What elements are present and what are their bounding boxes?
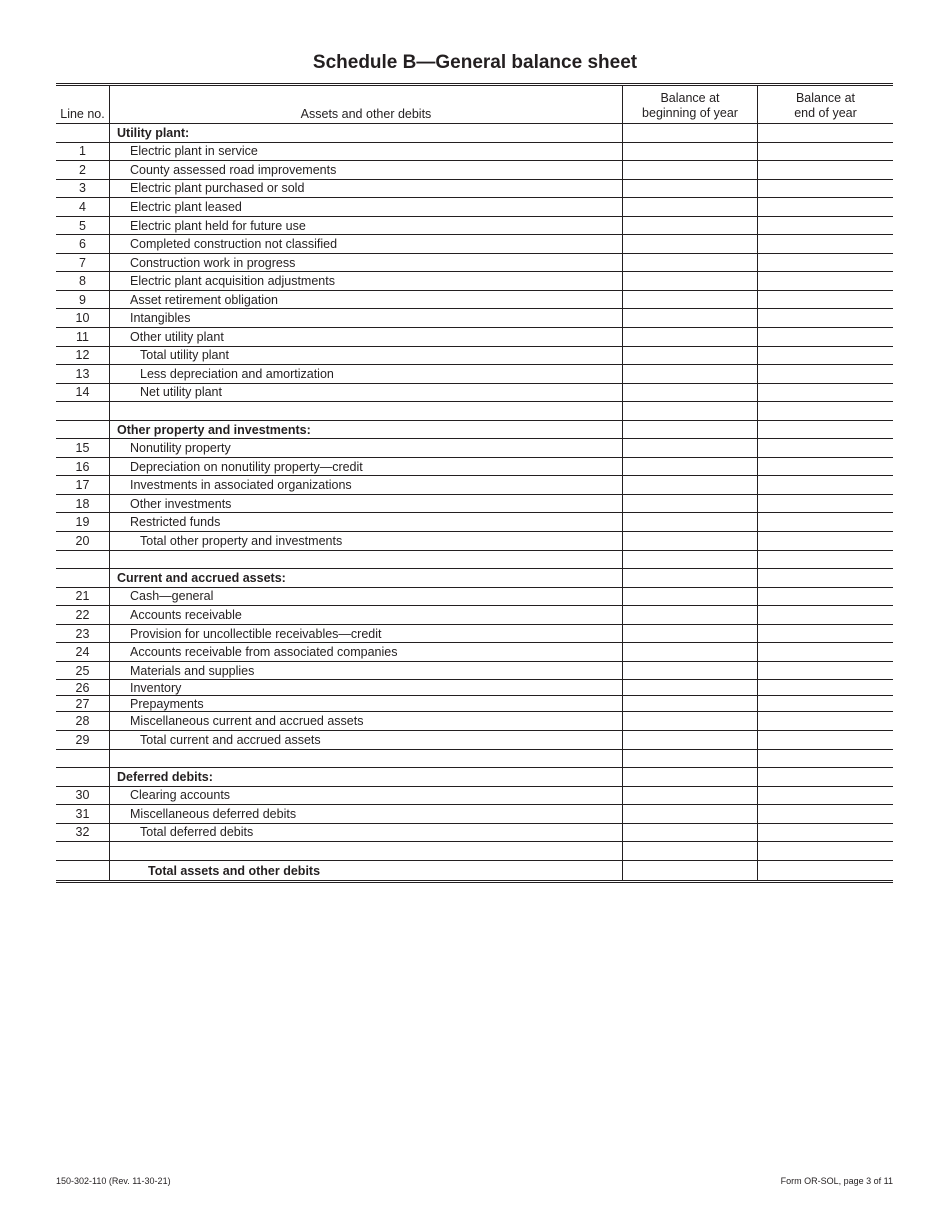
end-balance-cell[interactable] (758, 750, 893, 768)
balance-sheet-table (56, 83, 893, 883)
end-balance-cell[interactable] (758, 861, 893, 881)
line-number: 27 (56, 696, 110, 711)
page-title: Schedule B—General balance sheet (312, 52, 638, 73)
line-label: Materials and supplies (110, 662, 623, 680)
beginning-balance-cell[interactable] (623, 569, 758, 587)
grand-total-label: Total assets and other debits (110, 861, 623, 881)
line-number: 7 (56, 254, 110, 272)
beginning-balance-cell[interactable] (623, 588, 758, 606)
line-number: 29 (56, 731, 110, 749)
table-row (56, 768, 893, 787)
end-balance-cell[interactable] (758, 643, 893, 661)
end-balance-cell[interactable] (758, 696, 893, 711)
beginning-balance-cell[interactable] (623, 787, 758, 805)
table-row (56, 458, 893, 477)
beginning-balance-cell[interactable] (623, 662, 758, 680)
end-balance-cell[interactable] (758, 842, 893, 860)
line-label: Electric plant leased (110, 198, 623, 216)
line-label (110, 842, 623, 860)
beginning-balance-cell[interactable] (623, 606, 758, 624)
end-balance-cell[interactable] (758, 625, 893, 643)
table-row (56, 328, 893, 347)
table-row (56, 143, 893, 162)
end-balance-cell[interactable] (758, 235, 893, 253)
beginning-balance-cell[interactable] (623, 731, 758, 749)
line-label (110, 402, 623, 420)
end-balance-cell[interactable] (758, 606, 893, 624)
line-number: 32 (56, 824, 110, 842)
line-number: 19 (56, 513, 110, 531)
beginning-balance-cell[interactable] (623, 532, 758, 550)
line-number: 30 (56, 787, 110, 805)
line-number: 1 (56, 143, 110, 161)
beginning-balance-cell[interactable] (623, 750, 758, 768)
table-row (56, 439, 893, 458)
line-number: 5 (56, 217, 110, 235)
end-balance-cell[interactable] (758, 513, 893, 531)
beginning-balance-cell[interactable] (623, 161, 758, 179)
beginning-balance-cell[interactable] (623, 696, 758, 711)
table-row (56, 272, 893, 291)
line-number (56, 551, 110, 569)
end-balance-cell[interactable] (758, 569, 893, 587)
beginning-balance-cell[interactable] (623, 824, 758, 842)
line-label: Net utility plant (110, 384, 623, 402)
end-balance-cell[interactable] (758, 551, 893, 569)
beginning-balance-cell[interactable] (623, 680, 758, 695)
table-row (56, 291, 893, 310)
beginning-balance-cell[interactable] (623, 861, 758, 881)
line-number: 16 (56, 458, 110, 476)
section-heading: Utility plant: (110, 124, 623, 142)
table-row-blank (56, 842, 893, 861)
beginning-balance-cell[interactable] (623, 328, 758, 346)
end-balance-cell[interactable] (758, 680, 893, 695)
line-label: Other investments (110, 495, 623, 513)
line-label: Less depreciation and amortization (110, 365, 623, 383)
beginning-balance-cell[interactable] (623, 476, 758, 494)
line-label: Provision for uncollectible receivables—credit (110, 625, 623, 643)
end-balance-cell[interactable] (758, 124, 893, 142)
table-row (56, 662, 893, 681)
line-label: Total deferred debits (110, 824, 623, 842)
table-row (56, 513, 893, 532)
beginning-balance-cell[interactable] (623, 768, 758, 786)
end-balance-cell[interactable] (758, 143, 893, 161)
table-row-blank (56, 750, 893, 769)
line-label: Electric plant acquisition adjustments (110, 272, 623, 290)
table-row (56, 569, 893, 588)
beginning-balance-cell[interactable] (623, 235, 758, 253)
line-number: 24 (56, 643, 110, 661)
beginning-balance-cell[interactable] (623, 124, 758, 142)
line-label: Inventory (110, 680, 623, 695)
table-row (56, 606, 893, 625)
form-revision: 150-302-110 (Rev. 11-30-21) (56, 1176, 171, 1186)
line-label: Total current and accrued assets (110, 731, 623, 749)
table-row (56, 347, 893, 366)
end-balance-cell[interactable] (758, 662, 893, 680)
table-row (56, 235, 893, 254)
table-row-total (56, 861, 893, 881)
line-label: Investments in associated organizations (110, 476, 623, 494)
end-balance-cell[interactable] (758, 731, 893, 749)
line-label: Nonutility property (110, 439, 623, 457)
line-number (56, 768, 110, 786)
end-balance-cell[interactable] (758, 328, 893, 346)
line-number: 15 (56, 439, 110, 457)
line-number: 2 (56, 161, 110, 179)
table-row (56, 625, 893, 644)
table-row-blank (56, 402, 893, 421)
line-label: County assessed road improvements (110, 161, 623, 179)
beginning-balance-cell[interactable] (623, 805, 758, 823)
table-row (56, 712, 893, 731)
end-balance-cell[interactable] (758, 787, 893, 805)
beginning-balance-cell[interactable] (623, 842, 758, 860)
table-row (56, 532, 893, 551)
section-heading: Current and accrued assets: (110, 569, 623, 587)
line-number: 31 (56, 805, 110, 823)
header-beginning-balance (623, 86, 758, 123)
beginning-balance-cell[interactable] (623, 712, 758, 730)
line-number: 26 (56, 680, 110, 695)
page-number: Form OR-SOL, page 3 of 11 (780, 1176, 893, 1186)
line-label: Electric plant purchased or sold (110, 180, 623, 198)
beginning-balance-cell[interactable] (623, 217, 758, 235)
line-number: 23 (56, 625, 110, 643)
end-balance-cell[interactable] (758, 768, 893, 786)
end-balance-cell[interactable] (758, 161, 893, 179)
beginning-balance-cell[interactable] (623, 291, 758, 309)
table-header (56, 86, 893, 124)
line-number: 20 (56, 532, 110, 550)
line-label: Accounts receivable (110, 606, 623, 624)
end-balance-cell[interactable] (758, 309, 893, 327)
beginning-balance-cell[interactable] (623, 254, 758, 272)
end-balance-cell[interactable] (758, 458, 893, 476)
table-row (56, 495, 893, 514)
table-row (56, 824, 893, 843)
end-balance-cell[interactable] (758, 291, 893, 309)
table-row (56, 365, 893, 384)
line-number: 14 (56, 384, 110, 402)
beginning-balance-cell[interactable] (623, 272, 758, 290)
line-number: 6 (56, 235, 110, 253)
table-row (56, 217, 893, 236)
header-end-line1: Balance at (795, 91, 856, 105)
line-label: Total utility plant (110, 347, 623, 365)
table-row (56, 309, 893, 328)
line-label (110, 551, 623, 569)
table-row (56, 198, 893, 217)
beginning-balance-cell[interactable] (623, 384, 758, 402)
end-balance-cell[interactable] (758, 824, 893, 842)
line-number: 25 (56, 662, 110, 680)
line-label: Depreciation on nonutility property—credit (110, 458, 623, 476)
end-balance-cell[interactable] (758, 588, 893, 606)
line-number (56, 402, 110, 420)
line-label: Miscellaneous deferred debits (110, 805, 623, 823)
table-row (56, 805, 893, 824)
line-label: Other utility plant (110, 328, 623, 346)
beginning-balance-cell[interactable] (623, 347, 758, 365)
beginning-balance-cell[interactable] (623, 365, 758, 383)
beginning-balance-cell[interactable] (623, 458, 758, 476)
line-number: 13 (56, 365, 110, 383)
line-number: 4 (56, 198, 110, 216)
end-balance-cell[interactable] (758, 365, 893, 383)
table-row (56, 588, 893, 607)
table-row (56, 476, 893, 495)
table-row (56, 696, 893, 712)
line-number: 8 (56, 272, 110, 290)
table-row (56, 731, 893, 750)
table-row (56, 384, 893, 403)
table-row (56, 254, 893, 273)
beginning-balance-cell[interactable] (623, 495, 758, 513)
line-label: Prepayments (110, 696, 623, 711)
beginning-balance-cell[interactable] (623, 625, 758, 643)
line-label (110, 750, 623, 768)
header-end-line2: end of year (794, 106, 857, 120)
line-label: Total other property and investments (110, 532, 623, 550)
line-label: Accounts receivable from associated companies (110, 643, 623, 661)
header-line-no: Line no. (56, 86, 110, 123)
beginning-balance-cell[interactable] (623, 643, 758, 661)
beginning-balance-cell[interactable] (623, 198, 758, 216)
line-label: Electric plant held for future use (110, 217, 623, 235)
section-heading: Deferred debits: (110, 768, 623, 786)
line-number: 11 (56, 328, 110, 346)
end-balance-cell[interactable] (758, 198, 893, 216)
end-balance-cell[interactable] (758, 805, 893, 823)
table-row (56, 124, 893, 143)
line-number (56, 842, 110, 860)
line-number: 21 (56, 588, 110, 606)
header-beginning-line2: beginning of year (642, 106, 738, 120)
end-balance-cell[interactable] (758, 532, 893, 550)
table-row (56, 787, 893, 806)
table-row (56, 643, 893, 662)
section-heading: Other property and investments: (110, 421, 623, 439)
line-label: Electric plant in service (110, 143, 623, 161)
beginning-balance-cell[interactable] (623, 143, 758, 161)
line-number: 10 (56, 309, 110, 327)
table-row-blank (56, 551, 893, 570)
header-end-balance (758, 86, 893, 123)
line-label: Miscellaneous current and accrued assets (110, 712, 623, 730)
beginning-balance-cell[interactable] (623, 513, 758, 531)
table-row (56, 180, 893, 199)
end-balance-cell[interactable] (758, 347, 893, 365)
line-number: 12 (56, 347, 110, 365)
beginning-balance-cell[interactable] (623, 180, 758, 198)
line-number (56, 421, 110, 439)
table-row (56, 680, 893, 696)
line-label: Clearing accounts (110, 787, 623, 805)
end-balance-cell[interactable] (758, 272, 893, 290)
end-balance-cell[interactable] (758, 476, 893, 494)
end-balance-cell[interactable] (758, 495, 893, 513)
beginning-balance-cell[interactable] (623, 402, 758, 420)
beginning-balance-cell[interactable] (623, 551, 758, 569)
beginning-balance-cell[interactable] (623, 421, 758, 439)
end-balance-cell[interactable] (758, 421, 893, 439)
line-label: Construction work in progress (110, 254, 623, 272)
line-number (56, 750, 110, 768)
end-balance-cell[interactable] (758, 180, 893, 198)
line-label: Asset retirement obligation (110, 291, 623, 309)
line-label: Completed construction not classified (110, 235, 623, 253)
header-description: Assets and other debits (110, 86, 623, 123)
line-number: 18 (56, 495, 110, 513)
end-balance-cell[interactable] (758, 439, 893, 457)
line-number: 17 (56, 476, 110, 494)
line-number (56, 124, 110, 142)
table-row (56, 161, 893, 180)
table-row (56, 421, 893, 440)
line-label: Intangibles (110, 309, 623, 327)
line-number (56, 569, 110, 587)
line-label: Restricted funds (110, 513, 623, 531)
end-balance-cell[interactable] (758, 217, 893, 235)
end-balance-cell[interactable] (758, 384, 893, 402)
beginning-balance-cell[interactable] (623, 309, 758, 327)
beginning-balance-cell[interactable] (623, 439, 758, 457)
line-number: 28 (56, 712, 110, 730)
line-number: 3 (56, 180, 110, 198)
line-label: Cash—general (110, 588, 623, 606)
end-balance-cell[interactable] (758, 402, 893, 420)
line-number: 9 (56, 291, 110, 309)
line-number: 22 (56, 606, 110, 624)
end-balance-cell[interactable] (758, 254, 893, 272)
end-balance-cell[interactable] (758, 712, 893, 730)
line-number (56, 861, 110, 881)
header-beginning-line1: Balance at (660, 91, 720, 105)
